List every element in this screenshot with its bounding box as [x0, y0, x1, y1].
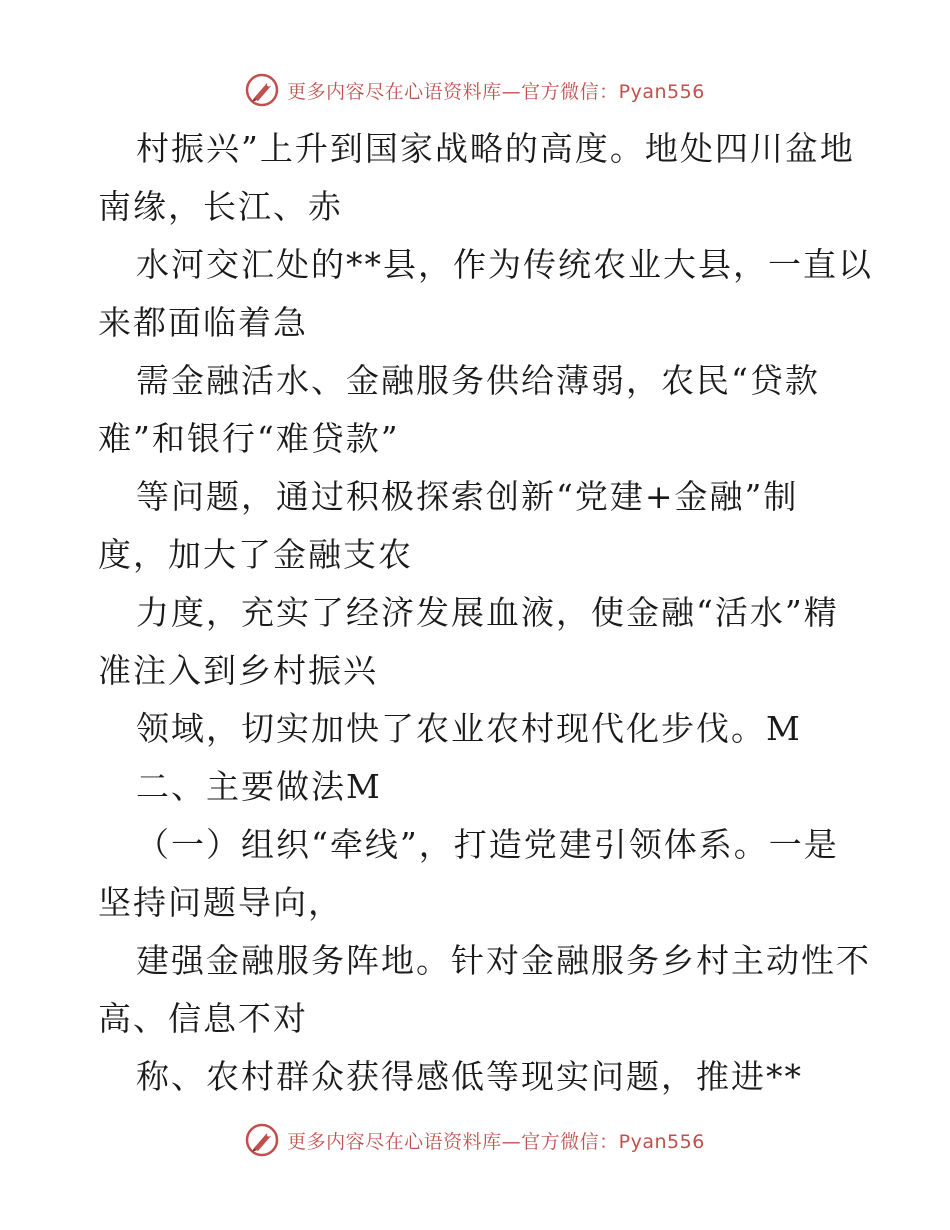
document-body — [98, 120, 873, 1106]
pen-logo-icon — [245, 73, 279, 107]
paragraph-line: 建强金融服务阵地。针对金融服务乡村主动性不 — [136, 941, 871, 980]
footer-watermark-text: 更多内容尽在心语资料库—官方微信：Pyan556 — [287, 1130, 705, 1153]
paragraph-line: 等问题，通过积极探索创新“党建+金融”制 — [136, 477, 799, 516]
footer-watermark — [0, 1120, 950, 1160]
header-watermark — [0, 70, 950, 110]
section-heading: 二、主要做法M — [136, 767, 382, 806]
paragraph-line: 来都面临着急 — [98, 303, 308, 342]
paragraph-line: 难”和银行“难贷款” — [98, 419, 400, 458]
paragraph-line: 称、农村群众获得感低等现实问题，推进** — [136, 1057, 803, 1096]
paragraph-line: 水河交汇处的**县，作为传统农业大县，一直以 — [136, 245, 873, 284]
paragraph-line: 坚持问题导向， — [98, 883, 343, 922]
paragraph-line: 度，加大了金融支农 — [98, 535, 413, 574]
paragraph-line: 领域，切实加快了农业农村现代化步伐。M — [136, 709, 802, 748]
paragraph-line: 准注入到乡村振兴 — [98, 651, 378, 690]
paragraph-line: 力度，充实了经济发展血液，使金融“活水”精 — [136, 593, 839, 632]
header-watermark-text: 更多内容尽在心语资料库—官方微信：Pyan556 — [287, 80, 705, 103]
paragraph-line: 需金融活水、金融服务供给薄弱，农民“贷款 — [136, 361, 820, 400]
paragraph-line: 高、信息不对 — [98, 999, 308, 1038]
pen-logo-icon — [245, 1123, 279, 1157]
paragraph-line: 村振兴”上升到国家战略的高度。地处四川盆地 — [136, 129, 855, 168]
paragraph-line: 南缘，长江、赤 — [98, 187, 343, 226]
paragraph-line: （一）组织“牵线”，打造党建引领体系。一是 — [136, 825, 839, 864]
